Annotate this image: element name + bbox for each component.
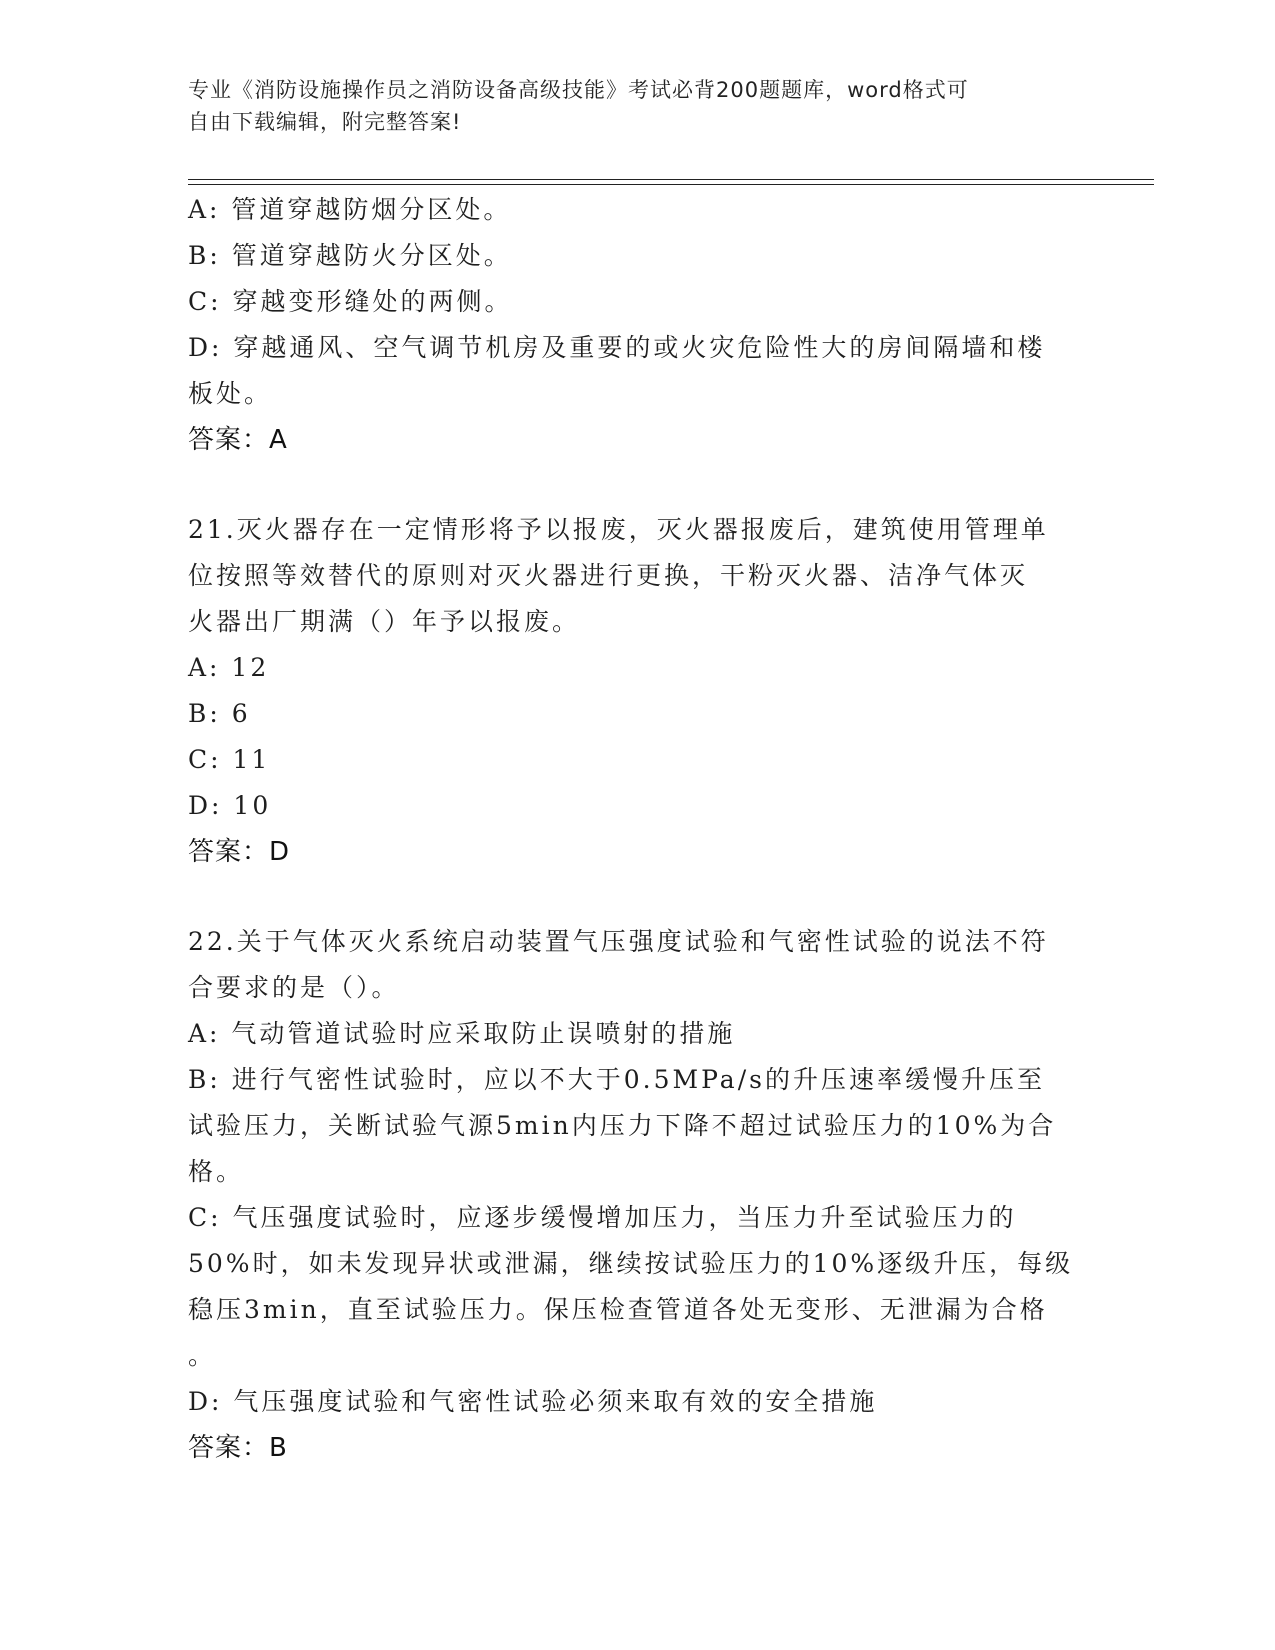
q22-stem-line-1: 22.关于气体灭火系统启动装置气压强度试验和气密性试验的说法不符 [188,927,1049,956]
q22-option-c: C: 气压强度试验时，应逐步缓慢增加压力，当压力升至试验压力的 [188,1203,1017,1232]
document-body [188,187,1078,1471]
q21-stem-line-3: 火器出厂期满（）年予以报废。 [188,607,581,636]
header-divider-bottom [188,184,1154,185]
q21-option-a: A: 12 [188,653,270,682]
question-20 [188,187,1078,463]
q22-option-d: D: 气压强度试验和气密性试验必须来取有效的安全措施 [188,1387,878,1416]
document-header [188,74,1068,138]
q21-option-b: B: 6 [188,699,251,728]
header-line-1: 专业《消防设施操作员之消防设备高级技能》考试必背200题题库，word格式可 [188,78,969,102]
spacer [188,463,1078,507]
q22-stem-line-2: 合要求的是（）。 [188,973,400,1002]
question-22 [188,919,1078,1471]
question-21 [188,507,1078,875]
q21-answer: 答案：D [188,837,291,867]
q22-option-c-cont-3: 。 [188,1341,217,1370]
q22-option-a: A: 气动管道试验时应采取防止误喷射的措施 [188,1019,736,1048]
q22-answer: 答案：B [188,1433,288,1463]
q20-option-b: B: 管道穿越防火分区处。 [188,241,512,270]
q22-option-b-cont-1: 试验压力，关断试验气源5min内压力下降不超过试验压力的10%为合 [188,1111,1057,1140]
q21-stem-line-2: 位按照等效替代的原则对灭火器进行更换，干粉灭火器、洁净气体灭 [188,561,1029,590]
q21-option-d: D: 10 [188,791,272,820]
header-line-2: 自由下载编辑，附完整答案! [188,110,462,134]
q20-option-d-cont: 板处。 [188,379,273,408]
q21-stem-line-1: 21.灭火器存在一定情形将予以报废，灭火器报废后，建筑使用管理单 [188,515,1049,544]
q20-option-c: C: 穿越变形缝处的两侧。 [188,287,513,316]
q22-option-b: B: 进行气密性试验时，应以不大于0.5MPa/s的升压速率缓慢升压至 [188,1065,1045,1094]
q21-option-c: C: 11 [188,745,271,774]
q20-option-d: D: 穿越通风、空气调节机房及重要的或火灾危险性大的房间隔墙和楼 [188,333,1046,362]
q20-answer: 答案：A [188,425,288,455]
q22-option-b-cont-2: 格。 [188,1157,245,1186]
q20-option-a: A: 管道穿越防烟分区处。 [188,195,512,224]
spacer [188,875,1078,919]
q22-option-c-cont-1: 50%时，如未发现异状或泄漏，继续按试验压力的10%逐级升压，每级 [188,1249,1074,1278]
header-divider-top [188,179,1154,180]
q22-option-c-cont-2: 稳压3min，直至试验压力。保压检查管道各处无变形、无泄漏为合格 [188,1295,1048,1324]
